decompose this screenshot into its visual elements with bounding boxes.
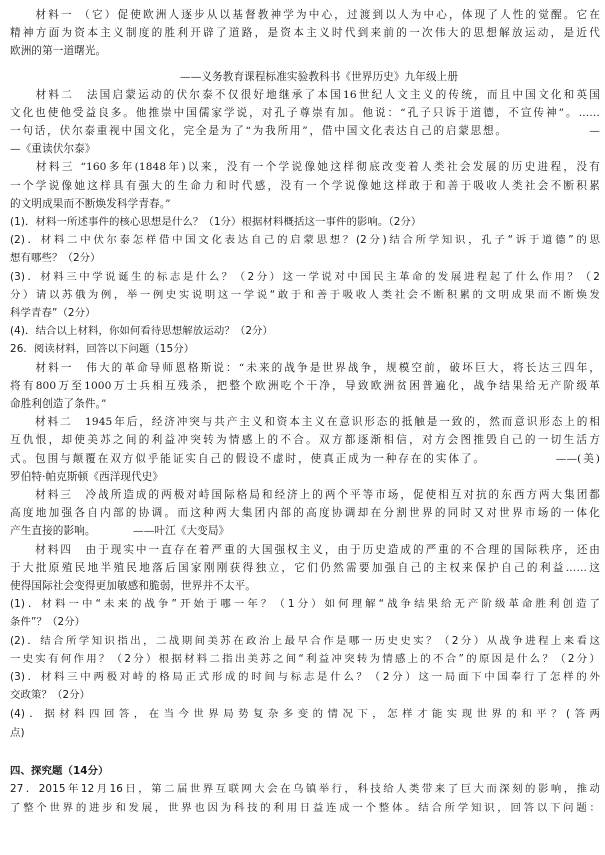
question-line: (2)．结合所学知识指出，二战期间美苏在政治上最早合作是哪一历史史实？（2分）从战争进程上来看这 <box>10 635 600 647</box>
text-line: 材料一 伟大的革命导师恩格斯说：“未来的战争是世界战争，规模空前，破坏巨大，将长达三四年， <box>10 362 600 374</box>
text-line: 欧洲的第一道曙光。 <box>10 45 107 57</box>
text-line: 材料三 冷战所造成的两极对峙国际格局和经济上的两个平等市场，促使相互对抗的东西方两大集团都 <box>10 489 600 501</box>
source-citation: 罗伯特·帕克斯顿《西洋现代史》 <box>10 471 164 483</box>
text-line: 高度地加强各自内部的协调。而这种两大集团内部的高度协调却在分割世界的同时又对世界市场的一体化 <box>10 507 600 519</box>
text-line: 使得国际社会变得更加敏感和脆弱，世界并不太平。 <box>10 580 256 592</box>
text-line: 材料三 “160多年(1848年)以来，没有一个学说像她这样彻底改变着人类社会发展的历史进程，没有 <box>10 161 600 173</box>
text-line: 互仇恨，却使美苏之间的利益冲突转为情感上的不合。双方都逐渐相信，对方会图推毁自己的一切生活方 <box>10 434 600 446</box>
section-heading: 四、探究题（14分） <box>10 765 109 777</box>
question-line: (1)．材料一中“未来的战争”开始于哪一年？（1分）如何理解“战争结果给无产阶级革命胜利创造了 <box>10 598 600 610</box>
question-line: (3)．材料三中学说诞生的标志是什么？（2分）这一学说对中国民主革命的发展进程起了什么作用？（2 <box>10 271 600 283</box>
text-line: 精神方面为资本主义制度的胜利开辟了道路，是资本主义时代到来前的一次伟大的思想解放运动，是近代 <box>10 27 600 39</box>
text-line: 材料二 1945年后，经济冲突与共产主义和资本主义在意识形态的抵触是一致的，然而意识形态上的相 <box>10 416 600 428</box>
question-line: 一史实有何作用？（2分）根据材料二指出美苏之间“利益冲突转为情感上的不合”的原因是什么？（2分） <box>10 653 600 665</box>
text-line: 产生直接的影响。 ——叶江《大变局》 <box>10 525 230 537</box>
text-line: 式。包围与颠覆在双方似乎能证实自己的假设不虚时，使真正成为一种存在的实体了。 ——(美) <box>10 453 600 465</box>
question-line: 交政策？（2分） <box>10 689 91 701</box>
question-line: (3)．材料三中两极对峙的格局正式形成的时间与标志是什么？（2分）这一局面下中国奉行了怎样的外 <box>10 671 600 683</box>
text-line: 材料二 法国启蒙运动的伏尔泰不仅很好地继承了本国16世纪人文主义的传统，而且中国文化和英国 <box>10 89 600 101</box>
question-line: 分）请以苏俄为例，举一例史实说明这一学说“敢于和善于吸收人类社会不断积累的文明成果而不断焕发 <box>10 289 600 301</box>
text-line: 将有800万至1000万士兵相互残杀，把整个欧洲吃个干净，导致欧洲贫困普遍化，战争结果给无产阶级革 <box>10 380 600 392</box>
text-line: 于大批原殖民地半殖民地落后国家刚刚获得独立，它们仍然需要加强自己的主权来保护自己的利益……这 <box>10 562 600 574</box>
question-heading: 26．阅读材料，回答以下问题（15分） <box>10 343 195 355</box>
question-line: (1)．材料一所述事件的核心思想是什么？（1分）根据材料概括这一事件的影响。（2分） <box>10 216 422 228</box>
source-citation: —《重读伏尔泰》 <box>10 143 96 155</box>
question-line: (4)．结合以上材料，你如何看待思想解放运动？（2分） <box>10 325 274 337</box>
text-line: 材料一 （它）促使欧洲人逐步从以基督教神学为中心，过渡到以人为中心，体现了人性的觉醒。它在 <box>10 9 600 21</box>
question-line: 了整个世界的进步和发展，世界也因为科技的利用日益连成一个整体。结合所学知识，回答以下问题： <box>10 802 600 814</box>
source-citation: ——义务教育课程标准实验教科书《世界历史》九年级上册 <box>180 71 459 83</box>
text-line: 的文明成果而不断焕发科学青春。” <box>10 198 171 210</box>
text-line: 文化也使他受益良多。他推崇中国儒家学说，对孔子尊崇有加。他说：“孔子只诉于道德，不宣传神”。…… <box>10 107 600 119</box>
question-line: 科学青春”（2分） <box>10 307 96 319</box>
question-line: (2)．材料二中伏尔泰怎样借中国文化表达自己的启蒙思想？(2分)结合所学知识，孔子“诉于道德”的思 <box>10 234 600 246</box>
question-line: 点) <box>10 727 25 739</box>
question-line: 条件”？（2分） <box>10 616 86 628</box>
text-line: 一句话，伏尔泰重视中国文化，完全是为了“为我所用”，借中国文化表达自己的启蒙思想。 — <box>10 125 600 137</box>
text-line: 一个学说像她这样具有强大的生命力和时代感，没有一个学说像她这样敢于和善于吸收人类社会不断积累 <box>10 180 600 192</box>
question-line: 想有哪些？（2分） <box>10 252 101 264</box>
text-line: 材料四 由于现实中一直存在着严重的大国强权主义，由于历史造成的严重的不合理的国际秩序，还由 <box>10 544 600 556</box>
text-line: 命胜利创造了条件。” <box>10 398 107 410</box>
question-line: 27．2015年12月16日，第二届世界互联网大会在乌镇举行，科技给人类带来了巨大而深刻的影响，推动 <box>10 783 600 795</box>
question-line: (4)．据材料四回答，在当今世界局势复杂多变的情况下，怎样才能实现世界的和平？(答两 <box>10 708 600 720</box>
